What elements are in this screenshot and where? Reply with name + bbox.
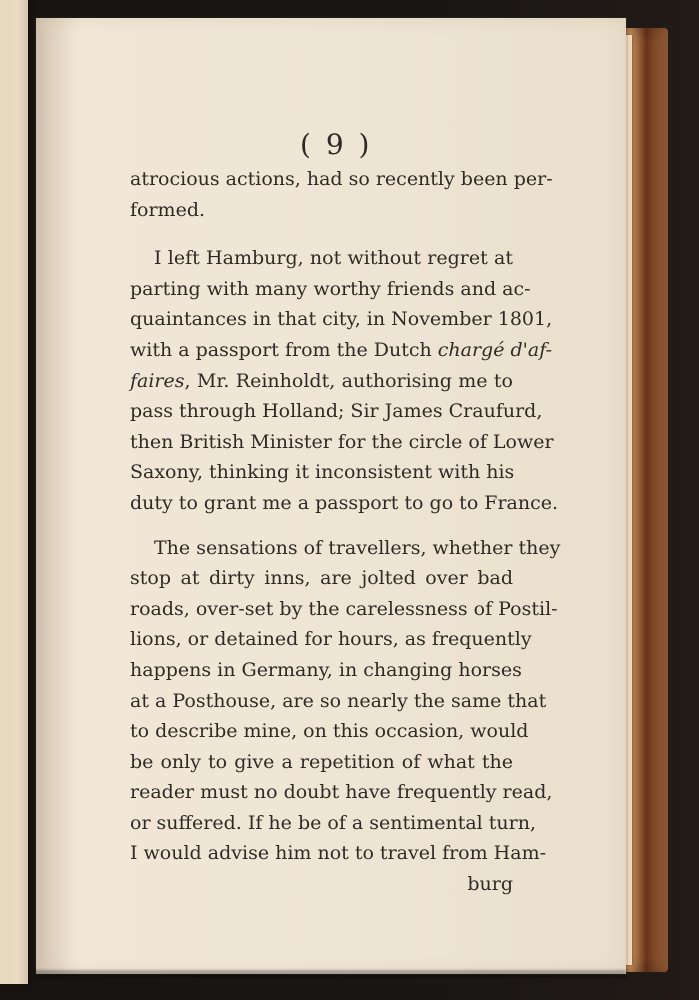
catchword: burg <box>467 873 513 896</box>
text-line-22: I would advise him not to travel from Ham- <box>130 842 547 865</box>
text-line-1: atrocious actions, had so recently been per- <box>130 168 553 190</box>
text-line-7-main: , Mr. Reinholdt, authorising me to <box>184 369 513 392</box>
text-line-16: happens in Germany, in changing horses <box>130 658 522 681</box>
text-line-6-italic: chargé d'af- <box>437 338 552 361</box>
text-line-12: The sensations of travellers, whether they <box>154 536 561 559</box>
text-line-5: quaintances in that city, in November 1801, <box>130 308 553 331</box>
page-bottom-shadow <box>34 970 626 978</box>
text-line-10: Saxony, thinking it inconsistent with his <box>130 461 515 484</box>
text-line-21: or suffered. If he be of a sentimental turn, <box>130 811 537 834</box>
text-line-7 <box>130 366 513 397</box>
page-number: ( 9 ) <box>300 128 373 161</box>
text-line-15: lions, or detained for hours, as frequently <box>130 628 532 651</box>
text-line-19: be only to give a repetition of what the <box>130 750 513 773</box>
previous-page-leaf <box>0 0 28 984</box>
page-gutter-shadow <box>36 18 78 974</box>
text-line-13: stop at dirty inns, are jolted over bad <box>130 567 513 590</box>
page-text-block <box>130 164 561 900</box>
text-line-14: roads, over-set by the carelessness of Postil- <box>130 597 558 620</box>
text-line-8: pass through Holland; Sir James Craufurd, <box>130 400 543 423</box>
paragraph-gap <box>130 225 513 243</box>
text-line-18: to describe mine, on this occasion, would <box>130 720 529 743</box>
paragraph-gap <box>130 519 513 533</box>
text-line-9: then British Minister for the circle of Lower <box>130 430 554 453</box>
text-line-11: duty to grant me a passport to go to France. <box>130 491 559 514</box>
text-line-4: parting with many worthy friends and ac- <box>130 277 531 300</box>
text-line-3: I left Hamburg, not without regret at <box>154 247 513 270</box>
text-line-2: formed. <box>130 198 206 221</box>
text-line-6-main: with a passport from the Dutch <box>130 338 438 361</box>
text-line-7-italic: faires <box>130 369 185 392</box>
text-line-20: reader must no doubt have frequently read, <box>130 781 553 804</box>
text-line-17: at a Posthouse, are so nearly the same that <box>130 689 547 712</box>
text-line-6 <box>130 335 552 366</box>
